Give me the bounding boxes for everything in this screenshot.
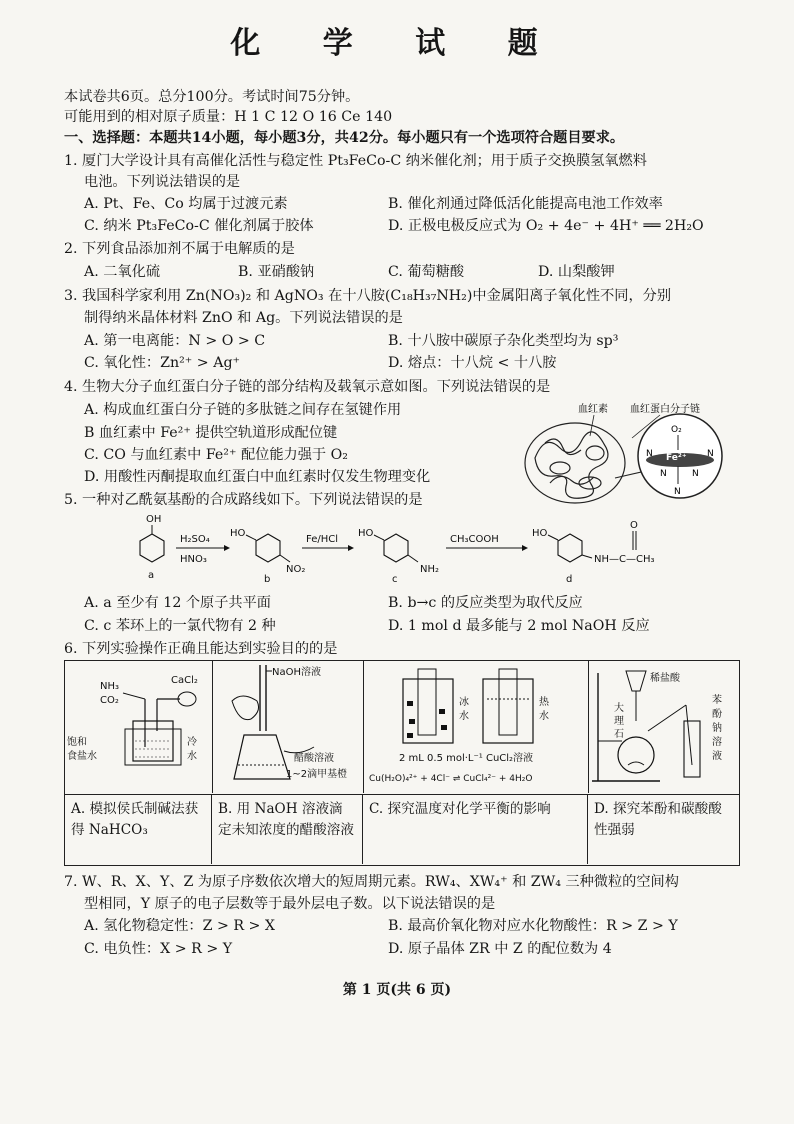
svg-text:c: c [392,574,398,585]
synthesis-route [130,510,750,594]
svg-text:酚: 酚 [712,709,722,720]
exp-a-caption: A. 模拟侯氏制碱法获得 NaHCO₃ [65,794,212,864]
q7-stem: 型相同，Y 原子的电子层数等于最外层电子数。以下说法错误的是 [84,896,496,912]
svg-text:N: N [660,469,667,479]
svg-text:HO: HO [532,528,548,539]
exp-c-caption: C. 探究温度对化学平衡的影响 [363,794,588,864]
q4-option-c: C. CO 与血红素中 Fe²⁺ 配位能力强于 O₂ [84,447,348,463]
q2-stem: 2. 下列食品添加剂不属于电解质的是 [64,241,295,257]
q1-stem: 电池。下列说法错误的是 [84,174,241,190]
svg-text:d: d [566,574,573,585]
svg-text:食盐水: 食盐水 [67,751,97,762]
q2-option-b: B. 亚硝酸钠 [238,264,315,280]
svg-text:水: 水 [459,711,469,722]
fig-label-heme: 血红素 [578,404,608,415]
svg-text:冰: 冰 [459,697,469,708]
q3-stem: 制得纳米晶体材料 ZnO 和 Ag。下列说法错误的是 [84,310,403,326]
svg-text:醋酸溶液: 醋酸溶液 [294,753,334,764]
exp-b-caption: B. 用 NaOH 溶液滴定未知浓度的醋酸溶液 [212,794,363,864]
q3-option-a: A. 第一电离能：N > O > C [84,333,266,349]
svg-text:稀盐酸: 稀盐酸 [650,673,680,684]
q1-option-b: B. 催化剂通过降低活化能提高电池工作效率 [388,196,663,212]
exp-d-caption: D. 探究苯酚和碳酸酸性强弱 [588,794,739,864]
svg-text:NH₃: NH₃ [100,681,120,692]
q2-option-a: A. 二氧化硫 [84,264,161,280]
svg-text:大: 大 [614,703,624,714]
svg-text:a: a [148,570,155,581]
q5-option-c: C. c 苯环上的一氯代物有 2 种 [84,618,276,634]
svg-text:钠: 钠 [712,723,722,734]
svg-text:HNO₃: HNO₃ [180,554,207,565]
svg-text:热: 热 [539,697,549,708]
svg-text:石: 石 [614,729,624,740]
svg-text:H₂SO₄: H₂SO₄ [180,534,210,545]
svg-text:Fe²⁺: Fe²⁺ [666,453,687,463]
svg-text:苯: 苯 [712,695,722,706]
q4-option-d: D. 用酸性丙酮提取血红蛋白中血红素时仅发生物理变化 [84,469,431,485]
q2-option-d: D. 山梨酸钾 [538,264,615,280]
svg-text:O₂: O₂ [671,425,682,435]
svg-text:Cu(H₂O)₄²⁺ + 4Cl⁻ ⇌ CuCl₄²⁻ +: Cu(H₂O)₄²⁺ + 4Cl⁻ ⇌ CuCl₄²⁻ + 4H₂O [369,774,533,784]
svg-text:溶: 溶 [712,737,722,748]
q1-option-a: A. Pt、Fe、Co 均属于过渡元素 [84,196,288,212]
svg-text:饱和: 饱和 [67,737,87,748]
svg-text:1~2滴甲基橙: 1~2滴甲基橙 [286,769,348,780]
svg-text:液: 液 [712,751,722,762]
q4-option-a: A. 构成血红蛋白分子链的多肽链之间存在氢键作用 [84,402,402,418]
hemoglobin-figure [520,398,730,508]
svg-text:CH₃COOH: CH₃COOH [450,534,499,545]
svg-text:2 mL 0.5 mol·L⁻¹ CuCl₂溶液: 2 mL 0.5 mol·L⁻¹ CuCl₂溶液 [399,753,534,764]
svg-text:NO₂: NO₂ [286,564,306,575]
exp-a-figure [65,661,213,793]
q7-stem: 7. W、R、X、Y、Z 为原子序数依次增大的短周期元素。RW₄、XW₄⁺ 和 ZW₄ 三种微粒的空间构 [64,874,679,890]
q5-option-d: D. 1 mol d 最多能与 2 mol NaOH 反应 [388,618,650,634]
page-title: 化 学 试 题 [230,26,564,61]
experiment-table [64,660,740,866]
svg-text:Fe/HCl: Fe/HCl [306,534,339,545]
q5-option-b: B. b→c 的反应类型为取代反应 [388,595,583,611]
q7-option-b: B. 最高价氧化物对应水化物酸性：R > Z > Y [388,918,678,934]
fig-label-chain: 血红蛋白分子链 [630,404,700,415]
q4-stem: 4. 生物大分子血红蛋白分子链的部分结构及载氧示意如图。下列说法错误的是 [64,379,551,395]
svg-text:b: b [264,574,271,585]
svg-text:N: N [674,487,681,497]
q5-stem: 5. 一种对乙酰氨基酚的合成路线如下。下列说法错误的是 [64,492,423,508]
svg-text:NH₂: NH₂ [420,564,440,575]
q5-option-a: A. a 至少有 12 个原子共平面 [84,595,271,611]
svg-text:N: N [707,449,714,459]
svg-text:OH: OH [146,514,162,525]
svg-text:NH—C—CH₃: NH—C—CH₃ [594,554,655,565]
atomic-masses: 可能用到的相对原子质量：H 1 C 12 O 16 Ce 140 [64,109,393,125]
svg-text:CaCl₂: CaCl₂ [171,675,198,686]
svg-text:水: 水 [539,711,549,722]
svg-text:NaOH溶液: NaOH溶液 [272,667,321,678]
q3-option-c: C. 氧化性：Zn²⁺ > Ag⁺ [84,355,241,371]
svg-text:HO: HO [230,528,246,539]
q3-option-d: D. 熔点：十八烷 < 十八胺 [388,355,557,371]
svg-text:N: N [692,469,699,479]
exp-c-figure [363,661,589,793]
svg-text:CO₂: CO₂ [100,695,119,706]
svg-text:HO: HO [358,528,374,539]
svg-text:N: N [646,449,653,459]
q3-stem: 3. 我国科学家利用 Zn(NO₃)₂ 和 AgNO₃ 在十八胺(C₁₈H₃₇NH₂)中金属阳离子氧化性不同，分别 [64,288,672,304]
q7-option-a: A. 氢化物稳定性：Z > R > X [84,918,276,934]
protein-chain-blob [525,423,625,503]
q4-option-b: B 血红素中 Fe²⁺ 提供空轨道形成配位键 [84,425,338,441]
intro-info: 本试卷共6页。总分100分。考试时间75分钟。 [64,89,360,105]
exp-b-figure [212,661,364,793]
q2-option-c: C. 葡萄糖酸 [388,264,465,280]
svg-text:理: 理 [614,716,624,727]
q7-option-c: C. 电负性：X > R > Y [84,941,233,957]
page-footer: 第 1 页(共 6 页) [342,982,452,998]
q3-option-b: B. 十八胺中碳原子杂化类型均为 sp³ [388,333,619,349]
q1-option-d: D. 正极电极反应式为 O₂ + 4e⁻ + 4H⁺ ══ 2H₂O [388,218,704,234]
q6-stem: 6. 下列实验操作正确且能达到实验目的的是 [64,641,338,657]
q7-option-d: D. 原子晶体 ZR 中 Z 的配位数为 4 [388,941,612,957]
q1-option-c: C. 纳米 Pt₃FeCo-C 催化剂属于胶体 [84,218,314,234]
svg-text:水: 水 [187,751,197,762]
q1-stem: 1. 厦门大学设计具有高催化活性与稳定性 Pt₃FeCo-C 纳米催化剂；用于质子交换膜氢氧燃料 [64,153,647,169]
svg-text:O: O [630,520,638,531]
exp-d-figure [588,661,739,793]
svg-text:冷: 冷 [187,737,197,748]
section-heading: 一、选择题：本题共14小题，每小题3分，共42分。每小题只有一个选项符合题目要求。 [64,130,625,146]
